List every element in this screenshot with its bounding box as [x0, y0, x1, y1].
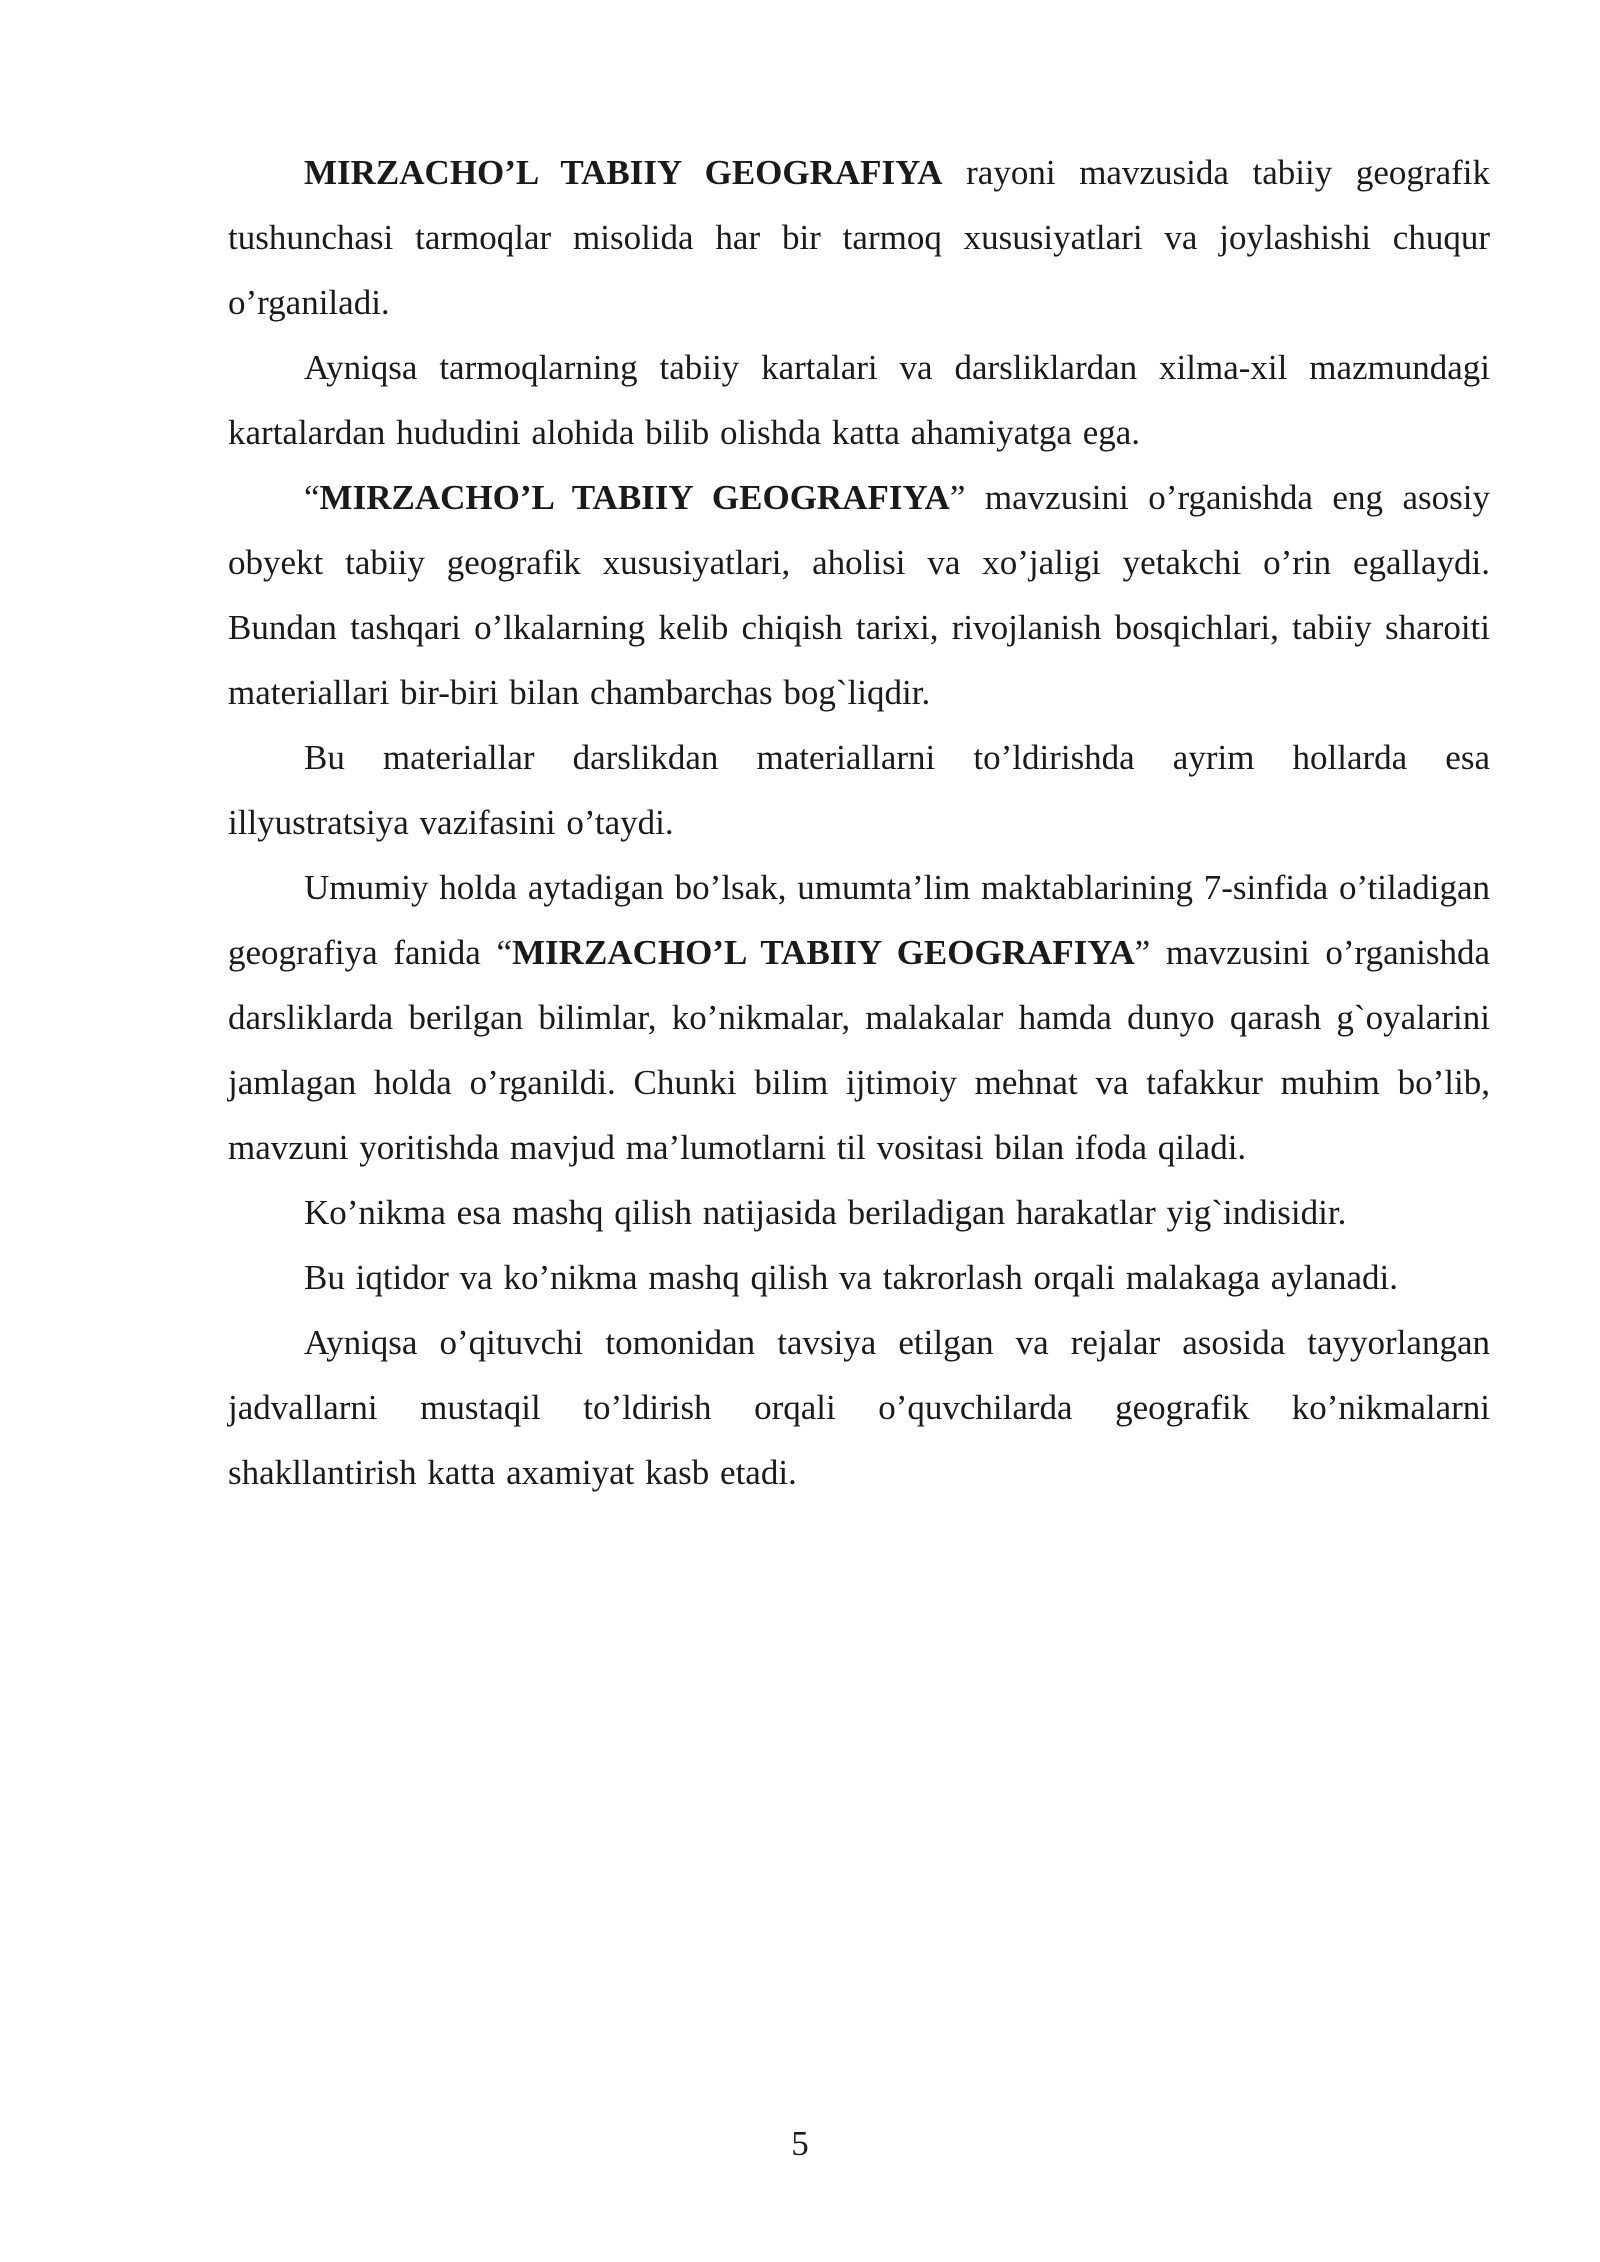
- paragraph-4: [228, 725, 1490, 855]
- paragraph-5: [228, 855, 1490, 1180]
- bold-title-text: MIRZACHO’L TABIIY GEOGRAFIYA: [319, 478, 950, 517]
- page-body: [228, 140, 1490, 1505]
- paragraph-text: Umumiy holda aytadigan bo’lsak, umumta’lim maktablarining 7-sinfida o’tiladigan geografiya fanida “: [228, 868, 1490, 972]
- paragraph-2: [228, 335, 1490, 465]
- paragraph-3: [228, 465, 1490, 725]
- page-number: 5: [791, 2124, 809, 2163]
- paragraph-text: Bu iqtidor va ko’nikma mashq qilish va takrorlash orqali malakaga aylanadi.: [304, 1258, 1399, 1297]
- paragraph-7: [228, 1245, 1490, 1310]
- bold-title-text: MIRZACHO’L TABIIY GEOGRAFIYA: [304, 153, 943, 192]
- paragraph-text: Ko’nikma esa mashq qilish natijasida beriladigan harakatlar yig`indisidir.: [304, 1193, 1347, 1232]
- bold-title-text: MIRZACHO’L TABIIY GEOGRAFIYA: [512, 933, 1135, 972]
- paragraph-text: Ayniqsa o’qituvchi tomonidan tavsiya etilgan va rejalar asosida tayyorlangan jadvallarni mustaqil to’ldirish orqali o’quvchilarda geografik ko’nikmalarni shakllantirish katta axamiyat kasb etadi.: [228, 1323, 1490, 1492]
- paragraph-text: ” mavzusini o’rganishda eng asosiy obyekt tabiiy geografik xususiyatlari, aholisi va xo’jaligi yetakchi o’rin egallaydi. Bundan tashqari o’lkalarning kelib chiqish tarixi, rivojlanish bosqichlari, tabiiy sharoiti materiallari bir-biri bilan chambarchas bog`liqdir.: [228, 478, 1490, 712]
- paragraph-text: rayoni mavzusida tabiiy geografik tushunchasi tarmoqlar misolida har bir tarmoq xususiyatlari va joylashishi chuqur o’rganiladi.: [228, 153, 1490, 322]
- paragraph-text: Ayniqsa tarmoqlarning tabiiy kartalari va darsliklardan xilma-xil mazmundagi kartalardan hududini alohida bilib olishda katta ahamiyatga ega.: [228, 348, 1490, 452]
- paragraph-text: ” mavzusini o’rganishda darsliklarda berilgan bilimlar, ko’nikmalar, malakalar hamda dunyo qarash g`oyalarini jamlagan holda o’rganildi. Chunki bilim ijtimoiy mehnat va tafakkur muhim bo’lib, mavzuni yoritishda mavjud ma’lumotlarni til vositasi bilan ifoda qiladi.: [228, 933, 1490, 1167]
- paragraph-text: Bu materiallar darslikdan materiallarni to’ldirishda ayrim hollarda esa illyustratsiya vazifasini o’taydi.: [228, 738, 1490, 842]
- paragraph-text: “: [304, 478, 320, 517]
- paragraph-8: [228, 1310, 1490, 1505]
- paragraph-6: [228, 1180, 1490, 1245]
- paragraph-1: [228, 140, 1490, 335]
